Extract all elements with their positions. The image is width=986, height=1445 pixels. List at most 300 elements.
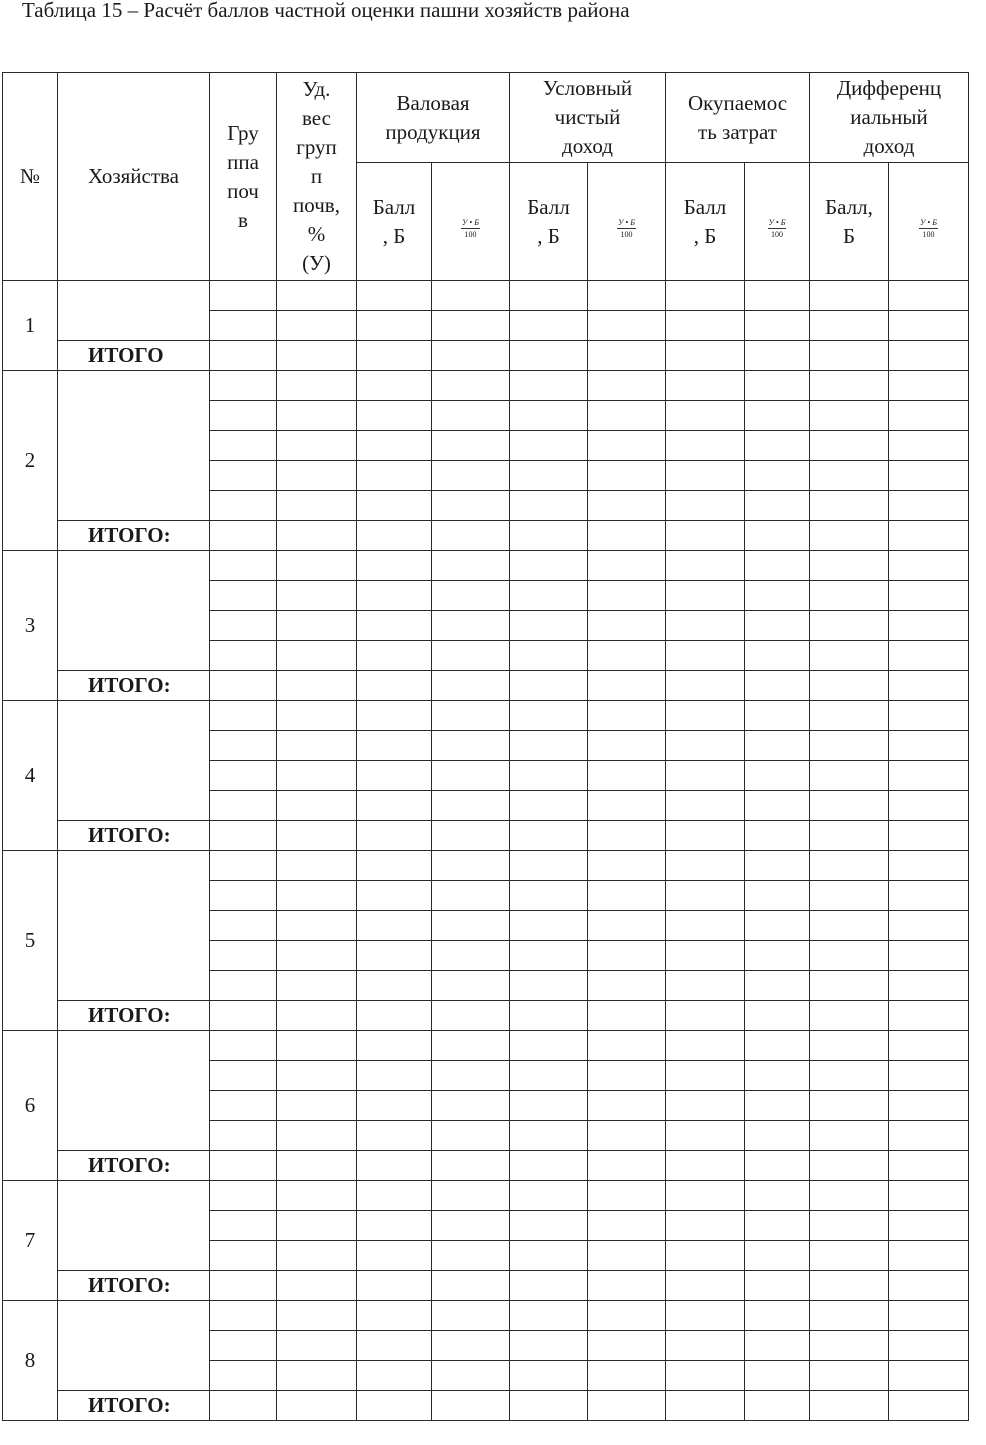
table-cell[interactable] bbox=[889, 851, 969, 881]
table-cell[interactable] bbox=[666, 821, 745, 851]
table-cell[interactable] bbox=[889, 881, 969, 911]
table-cell[interactable] bbox=[588, 1331, 666, 1361]
table-cell[interactable] bbox=[810, 1181, 889, 1211]
table-cell[interactable] bbox=[510, 1301, 588, 1331]
table-cell[interactable] bbox=[357, 311, 432, 341]
table-cell[interactable] bbox=[357, 1001, 432, 1031]
table-cell[interactable] bbox=[889, 371, 969, 401]
table-cell[interactable] bbox=[277, 1181, 357, 1211]
table-cell[interactable] bbox=[745, 521, 810, 551]
table-cell[interactable] bbox=[588, 761, 666, 791]
table-cell[interactable] bbox=[210, 611, 277, 641]
table-cell[interactable] bbox=[810, 1031, 889, 1061]
table-cell[interactable] bbox=[666, 1301, 745, 1331]
table-cell[interactable] bbox=[432, 791, 510, 821]
table-cell[interactable] bbox=[588, 911, 666, 941]
table-cell[interactable] bbox=[432, 551, 510, 581]
table-cell[interactable] bbox=[210, 1031, 277, 1061]
table-cell[interactable] bbox=[588, 551, 666, 581]
table-cell[interactable] bbox=[277, 881, 357, 911]
table-cell[interactable] bbox=[210, 1271, 277, 1301]
table-cell[interactable] bbox=[210, 1301, 277, 1331]
table-cell[interactable] bbox=[745, 1391, 810, 1421]
table-cell[interactable] bbox=[277, 341, 357, 371]
table-cell[interactable] bbox=[810, 1361, 889, 1391]
table-cell[interactable] bbox=[510, 1211, 588, 1241]
table-cell[interactable] bbox=[210, 1181, 277, 1211]
table-cell[interactable] bbox=[588, 821, 666, 851]
table-cell[interactable] bbox=[510, 941, 588, 971]
table-cell[interactable] bbox=[357, 431, 432, 461]
table-cell[interactable] bbox=[510, 1031, 588, 1061]
table-cell[interactable] bbox=[432, 911, 510, 941]
table-cell[interactable] bbox=[745, 1121, 810, 1151]
table-cell[interactable] bbox=[810, 371, 889, 401]
table-cell[interactable] bbox=[810, 701, 889, 731]
table-cell[interactable] bbox=[745, 1001, 810, 1031]
table-cell[interactable] bbox=[357, 851, 432, 881]
table-cell[interactable] bbox=[810, 851, 889, 881]
table-cell[interactable] bbox=[810, 1151, 889, 1181]
table-cell[interactable] bbox=[588, 431, 666, 461]
table-cell[interactable] bbox=[432, 311, 510, 341]
table-cell[interactable] bbox=[745, 641, 810, 671]
table-cell[interactable] bbox=[666, 761, 745, 791]
table-cell[interactable] bbox=[357, 821, 432, 851]
table-cell[interactable] bbox=[889, 341, 969, 371]
table-cell[interactable] bbox=[277, 1271, 357, 1301]
table-cell[interactable] bbox=[510, 371, 588, 401]
table-cell[interactable] bbox=[810, 1301, 889, 1331]
table-cell[interactable] bbox=[277, 731, 357, 761]
table-cell[interactable] bbox=[666, 701, 745, 731]
table-cell[interactable] bbox=[277, 1121, 357, 1151]
table-cell[interactable] bbox=[277, 641, 357, 671]
table-cell[interactable] bbox=[810, 821, 889, 851]
table-cell[interactable] bbox=[277, 311, 357, 341]
table-cell[interactable] bbox=[889, 521, 969, 551]
table-cell[interactable] bbox=[745, 281, 810, 311]
table-cell[interactable] bbox=[210, 701, 277, 731]
table-cell[interactable] bbox=[432, 611, 510, 641]
table-cell[interactable] bbox=[277, 1301, 357, 1331]
table-cell[interactable] bbox=[810, 641, 889, 671]
table-cell[interactable] bbox=[510, 731, 588, 761]
table-cell[interactable] bbox=[666, 581, 745, 611]
table-cell[interactable] bbox=[210, 1241, 277, 1271]
table-cell[interactable] bbox=[810, 551, 889, 581]
table-cell[interactable] bbox=[210, 1331, 277, 1361]
table-cell[interactable] bbox=[588, 851, 666, 881]
table-cell[interactable] bbox=[666, 671, 745, 701]
table-cell[interactable] bbox=[277, 1241, 357, 1271]
table-cell[interactable] bbox=[666, 1031, 745, 1061]
table-cell[interactable] bbox=[432, 461, 510, 491]
table-cell[interactable] bbox=[432, 851, 510, 881]
table-cell[interactable] bbox=[277, 1151, 357, 1181]
table-cell[interactable] bbox=[666, 551, 745, 581]
table-cell[interactable] bbox=[889, 491, 969, 521]
table-cell[interactable] bbox=[357, 1061, 432, 1091]
table-cell[interactable] bbox=[432, 431, 510, 461]
table-cell[interactable] bbox=[588, 311, 666, 341]
table-cell[interactable] bbox=[666, 311, 745, 341]
farm-name-cell[interactable] bbox=[58, 371, 210, 521]
table-cell[interactable] bbox=[810, 1001, 889, 1031]
table-cell[interactable] bbox=[210, 1121, 277, 1151]
table-cell[interactable] bbox=[357, 371, 432, 401]
table-cell[interactable] bbox=[210, 1091, 277, 1121]
table-cell[interactable] bbox=[588, 1091, 666, 1121]
table-cell[interactable] bbox=[889, 1181, 969, 1211]
table-cell[interactable] bbox=[432, 1271, 510, 1301]
table-cell[interactable] bbox=[510, 971, 588, 1001]
table-cell[interactable] bbox=[810, 881, 889, 911]
table-cell[interactable] bbox=[432, 1061, 510, 1091]
table-cell[interactable] bbox=[277, 911, 357, 941]
table-cell[interactable] bbox=[588, 1181, 666, 1211]
table-cell[interactable] bbox=[357, 551, 432, 581]
table-cell[interactable] bbox=[588, 1241, 666, 1271]
table-cell[interactable] bbox=[745, 1091, 810, 1121]
table-cell[interactable] bbox=[745, 581, 810, 611]
farm-name-cell[interactable] bbox=[58, 1181, 210, 1271]
table-cell[interactable] bbox=[588, 1061, 666, 1091]
table-cell[interactable] bbox=[510, 521, 588, 551]
table-cell[interactable] bbox=[510, 1151, 588, 1181]
table-cell[interactable] bbox=[210, 911, 277, 941]
table-cell[interactable] bbox=[666, 1211, 745, 1241]
table-cell[interactable] bbox=[277, 761, 357, 791]
table-cell[interactable] bbox=[277, 851, 357, 881]
table-cell[interactable] bbox=[510, 821, 588, 851]
table-cell[interactable] bbox=[666, 731, 745, 761]
table-cell[interactable] bbox=[666, 971, 745, 1001]
table-cell[interactable] bbox=[210, 491, 277, 521]
table-cell[interactable] bbox=[510, 461, 588, 491]
table-cell[interactable] bbox=[277, 971, 357, 1001]
table-cell[interactable] bbox=[745, 1271, 810, 1301]
table-cell[interactable] bbox=[745, 1211, 810, 1241]
table-cell[interactable] bbox=[810, 791, 889, 821]
table-cell[interactable] bbox=[210, 791, 277, 821]
table-cell[interactable] bbox=[210, 821, 277, 851]
farm-name-cell[interactable] bbox=[58, 1031, 210, 1151]
table-cell[interactable] bbox=[745, 1331, 810, 1361]
table-cell[interactable] bbox=[666, 521, 745, 551]
table-cell[interactable] bbox=[666, 1361, 745, 1391]
table-cell[interactable] bbox=[432, 1091, 510, 1121]
table-cell[interactable] bbox=[745, 791, 810, 821]
table-cell[interactable] bbox=[745, 611, 810, 641]
table-cell[interactable] bbox=[745, 1301, 810, 1331]
table-cell[interactable] bbox=[510, 641, 588, 671]
table-cell[interactable] bbox=[357, 611, 432, 641]
table-cell[interactable] bbox=[432, 761, 510, 791]
table-cell[interactable] bbox=[277, 461, 357, 491]
table-cell[interactable] bbox=[745, 491, 810, 521]
table-cell[interactable] bbox=[889, 791, 969, 821]
table-cell[interactable] bbox=[277, 1031, 357, 1061]
table-cell[interactable] bbox=[666, 401, 745, 431]
table-cell[interactable] bbox=[277, 1091, 357, 1121]
table-cell[interactable] bbox=[357, 1121, 432, 1151]
table-cell[interactable] bbox=[432, 1001, 510, 1031]
table-cell[interactable] bbox=[357, 971, 432, 1001]
farm-name-cell[interactable] bbox=[58, 1301, 210, 1391]
table-cell[interactable] bbox=[810, 401, 889, 431]
table-cell[interactable] bbox=[889, 311, 969, 341]
table-cell[interactable] bbox=[357, 701, 432, 731]
table-cell[interactable] bbox=[432, 731, 510, 761]
farm-name-cell[interactable] bbox=[58, 851, 210, 1001]
table-cell[interactable] bbox=[810, 461, 889, 491]
table-cell[interactable] bbox=[357, 581, 432, 611]
table-cell[interactable] bbox=[357, 1271, 432, 1301]
table-cell[interactable] bbox=[745, 1031, 810, 1061]
table-cell[interactable] bbox=[889, 761, 969, 791]
table-cell[interactable] bbox=[745, 671, 810, 701]
table-cell[interactable] bbox=[210, 671, 277, 701]
table-cell[interactable] bbox=[357, 521, 432, 551]
table-cell[interactable] bbox=[889, 611, 969, 641]
table-cell[interactable] bbox=[357, 941, 432, 971]
table-cell[interactable] bbox=[510, 1181, 588, 1211]
table-cell[interactable] bbox=[889, 581, 969, 611]
table-cell[interactable] bbox=[666, 1181, 745, 1211]
table-cell[interactable] bbox=[745, 551, 810, 581]
table-cell[interactable] bbox=[277, 1061, 357, 1091]
table-cell[interactable] bbox=[210, 581, 277, 611]
table-cell[interactable] bbox=[745, 431, 810, 461]
table-cell[interactable] bbox=[357, 761, 432, 791]
table-cell[interactable] bbox=[210, 311, 277, 341]
table-cell[interactable] bbox=[889, 701, 969, 731]
table-cell[interactable] bbox=[210, 1211, 277, 1241]
table-cell[interactable] bbox=[510, 1001, 588, 1031]
table-cell[interactable] bbox=[210, 971, 277, 1001]
table-cell[interactable] bbox=[432, 1241, 510, 1271]
table-cell[interactable] bbox=[745, 371, 810, 401]
table-cell[interactable] bbox=[666, 1151, 745, 1181]
table-cell[interactable] bbox=[510, 1091, 588, 1121]
table-cell[interactable] bbox=[510, 1241, 588, 1271]
table-cell[interactable] bbox=[210, 731, 277, 761]
table-cell[interactable] bbox=[745, 341, 810, 371]
table-cell[interactable] bbox=[889, 1301, 969, 1331]
table-cell[interactable] bbox=[889, 281, 969, 311]
table-cell[interactable] bbox=[889, 641, 969, 671]
table-cell[interactable] bbox=[432, 521, 510, 551]
table-cell[interactable] bbox=[810, 521, 889, 551]
table-cell[interactable] bbox=[745, 311, 810, 341]
table-cell[interactable] bbox=[277, 1391, 357, 1421]
table-cell[interactable] bbox=[666, 851, 745, 881]
table-cell[interactable] bbox=[588, 461, 666, 491]
table-cell[interactable] bbox=[889, 941, 969, 971]
table-cell[interactable] bbox=[588, 791, 666, 821]
table-cell[interactable] bbox=[889, 1061, 969, 1091]
table-cell[interactable] bbox=[277, 581, 357, 611]
table-cell[interactable] bbox=[357, 1361, 432, 1391]
table-cell[interactable] bbox=[666, 1391, 745, 1421]
table-cell[interactable] bbox=[210, 881, 277, 911]
table-cell[interactable] bbox=[432, 881, 510, 911]
table-cell[interactable] bbox=[810, 671, 889, 701]
table-cell[interactable] bbox=[510, 341, 588, 371]
table-cell[interactable] bbox=[588, 401, 666, 431]
table-cell[interactable] bbox=[588, 1301, 666, 1331]
table-cell[interactable] bbox=[588, 941, 666, 971]
table-cell[interactable] bbox=[357, 401, 432, 431]
table-cell[interactable] bbox=[510, 551, 588, 581]
table-cell[interactable] bbox=[510, 311, 588, 341]
table-cell[interactable] bbox=[889, 431, 969, 461]
table-cell[interactable] bbox=[588, 281, 666, 311]
table-cell[interactable] bbox=[745, 1181, 810, 1211]
table-cell[interactable] bbox=[432, 1181, 510, 1211]
table-cell[interactable] bbox=[889, 1271, 969, 1301]
table-cell[interactable] bbox=[357, 1181, 432, 1211]
table-cell[interactable] bbox=[510, 851, 588, 881]
table-cell[interactable] bbox=[277, 1211, 357, 1241]
table-cell[interactable] bbox=[277, 521, 357, 551]
table-cell[interactable] bbox=[432, 1391, 510, 1421]
table-cell[interactable] bbox=[588, 1151, 666, 1181]
table-cell[interactable] bbox=[745, 401, 810, 431]
table-cell[interactable] bbox=[889, 1241, 969, 1271]
table-cell[interactable] bbox=[210, 551, 277, 581]
table-cell[interactable] bbox=[745, 461, 810, 491]
table-cell[interactable] bbox=[277, 431, 357, 461]
table-cell[interactable] bbox=[889, 1361, 969, 1391]
table-cell[interactable] bbox=[810, 761, 889, 791]
table-cell[interactable] bbox=[210, 401, 277, 431]
table-cell[interactable] bbox=[277, 491, 357, 521]
table-cell[interactable] bbox=[889, 671, 969, 701]
table-cell[interactable] bbox=[210, 1151, 277, 1181]
table-cell[interactable] bbox=[588, 701, 666, 731]
table-cell[interactable] bbox=[357, 1331, 432, 1361]
table-cell[interactable] bbox=[810, 311, 889, 341]
table-cell[interactable] bbox=[357, 461, 432, 491]
table-cell[interactable] bbox=[889, 1151, 969, 1181]
table-cell[interactable] bbox=[745, 731, 810, 761]
table-cell[interactable] bbox=[210, 371, 277, 401]
table-cell[interactable] bbox=[357, 491, 432, 521]
table-cell[interactable] bbox=[357, 1091, 432, 1121]
table-cell[interactable] bbox=[357, 1211, 432, 1241]
table-cell[interactable] bbox=[745, 911, 810, 941]
table-cell[interactable] bbox=[745, 881, 810, 911]
table-cell[interactable] bbox=[432, 1301, 510, 1331]
table-cell[interactable] bbox=[810, 611, 889, 641]
table-cell[interactable] bbox=[666, 1241, 745, 1271]
table-cell[interactable] bbox=[510, 911, 588, 941]
table-cell[interactable] bbox=[666, 371, 745, 401]
table-cell[interactable] bbox=[588, 881, 666, 911]
table-cell[interactable] bbox=[588, 1391, 666, 1421]
table-cell[interactable] bbox=[588, 1211, 666, 1241]
table-cell[interactable] bbox=[432, 1211, 510, 1241]
table-cell[interactable] bbox=[277, 821, 357, 851]
table-cell[interactable] bbox=[432, 1031, 510, 1061]
table-cell[interactable] bbox=[432, 341, 510, 371]
table-cell[interactable] bbox=[745, 1241, 810, 1271]
table-cell[interactable] bbox=[357, 881, 432, 911]
table-cell[interactable] bbox=[666, 1091, 745, 1121]
table-cell[interactable] bbox=[277, 671, 357, 701]
table-cell[interactable] bbox=[889, 821, 969, 851]
table-cell[interactable] bbox=[432, 281, 510, 311]
table-cell[interactable] bbox=[666, 1331, 745, 1361]
table-cell[interactable] bbox=[510, 671, 588, 701]
table-cell[interactable] bbox=[810, 1331, 889, 1361]
table-cell[interactable] bbox=[210, 461, 277, 491]
table-cell[interactable] bbox=[666, 491, 745, 521]
table-cell[interactable] bbox=[210, 1391, 277, 1421]
table-cell[interactable] bbox=[210, 1361, 277, 1391]
table-cell[interactable] bbox=[666, 791, 745, 821]
table-cell[interactable] bbox=[810, 1271, 889, 1301]
table-cell[interactable] bbox=[889, 1211, 969, 1241]
table-cell[interactable] bbox=[510, 491, 588, 521]
table-cell[interactable] bbox=[889, 401, 969, 431]
table-cell[interactable] bbox=[588, 341, 666, 371]
table-cell[interactable] bbox=[432, 581, 510, 611]
table-cell[interactable] bbox=[357, 641, 432, 671]
table-cell[interactable] bbox=[510, 1331, 588, 1361]
table-cell[interactable] bbox=[277, 791, 357, 821]
table-cell[interactable] bbox=[889, 1331, 969, 1361]
table-cell[interactable] bbox=[588, 641, 666, 671]
table-cell[interactable] bbox=[666, 941, 745, 971]
table-cell[interactable] bbox=[810, 1241, 889, 1271]
table-cell[interactable] bbox=[210, 1061, 277, 1091]
table-cell[interactable] bbox=[588, 371, 666, 401]
table-cell[interactable] bbox=[210, 941, 277, 971]
table-cell[interactable] bbox=[432, 821, 510, 851]
table-cell[interactable] bbox=[889, 911, 969, 941]
table-cell[interactable] bbox=[432, 641, 510, 671]
table-cell[interactable] bbox=[432, 1121, 510, 1151]
table-cell[interactable] bbox=[745, 1151, 810, 1181]
table-cell[interactable] bbox=[210, 851, 277, 881]
table-cell[interactable] bbox=[210, 641, 277, 671]
table-cell[interactable] bbox=[510, 611, 588, 641]
table-cell[interactable] bbox=[210, 1001, 277, 1031]
farm-name-cell[interactable] bbox=[58, 551, 210, 671]
table-cell[interactable] bbox=[745, 1361, 810, 1391]
table-cell[interactable] bbox=[889, 1031, 969, 1061]
table-cell[interactable] bbox=[588, 971, 666, 1001]
table-cell[interactable] bbox=[357, 281, 432, 311]
table-cell[interactable] bbox=[666, 641, 745, 671]
table-cell[interactable] bbox=[210, 341, 277, 371]
table-cell[interactable] bbox=[277, 401, 357, 431]
table-cell[interactable] bbox=[810, 1091, 889, 1121]
table-cell[interactable] bbox=[277, 551, 357, 581]
table-cell[interactable] bbox=[357, 791, 432, 821]
table-cell[interactable] bbox=[432, 941, 510, 971]
table-cell[interactable] bbox=[277, 1361, 357, 1391]
table-cell[interactable] bbox=[889, 971, 969, 1001]
table-cell[interactable] bbox=[588, 1001, 666, 1031]
table-cell[interactable] bbox=[810, 431, 889, 461]
table-cell[interactable] bbox=[277, 1001, 357, 1031]
table-cell[interactable] bbox=[210, 521, 277, 551]
table-cell[interactable] bbox=[889, 731, 969, 761]
